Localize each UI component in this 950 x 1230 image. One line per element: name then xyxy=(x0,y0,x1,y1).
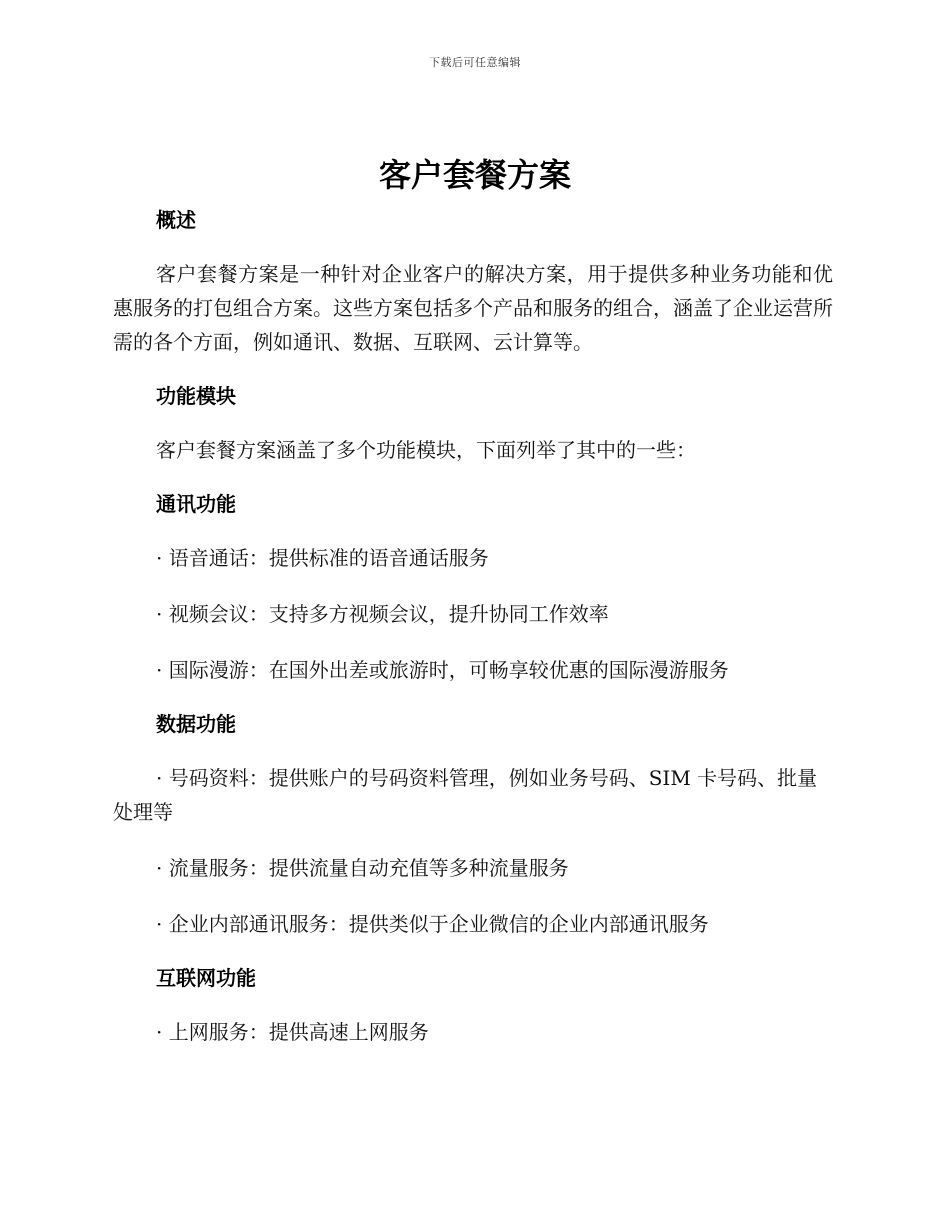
section-heading-communication: 通讯功能 xyxy=(156,492,236,516)
list-item: · 国际漫游：在国外出差或旅游时，可畅享较优惠的国际漫游服务 xyxy=(156,658,729,682)
modules-intro: 客户套餐方案涵盖了多个功能模块，下面列举了其中的一些： xyxy=(156,438,696,462)
list-item: · 号码资料：提供账户的号码资料管理，例如业务号码、SIM 卡号码、批量处理等 xyxy=(113,766,818,824)
document-body xyxy=(113,205,833,1049)
section-heading-overview: 概述 xyxy=(156,208,196,232)
section-heading-data: 数据功能 xyxy=(156,712,236,736)
list-item: · 语音通话：提供标准的语音通话服务 xyxy=(156,546,489,570)
list-item: · 企业内部通讯服务：提供类似于企业微信的企业内部通讯服务 xyxy=(156,912,709,936)
document-title: 客户套餐方案 xyxy=(378,156,571,194)
overview-paragraph: 客户套餐方案是一种针对企业客户的解决方案，用于提供多种业务功能和优惠服务的打包组合方案。这些方案包括多个产品和服务的组合，涵盖了企业运营所需的各个方面，例如通讯、数据、互联网、云计算等。 xyxy=(113,262,833,354)
list-item: · 流量服务：提供流量自动充值等多种流量服务 xyxy=(156,856,569,880)
section-heading-internet: 互联网功能 xyxy=(156,966,256,990)
header-note: 下载后可任意编辑 xyxy=(429,56,521,69)
list-item: · 视频会议：支持多方视频会议，提升协同工作效率 xyxy=(156,602,609,626)
list-item: · 上网服务：提供高速上网服务 xyxy=(156,1020,429,1044)
section-heading-modules: 功能模块 xyxy=(156,384,236,408)
